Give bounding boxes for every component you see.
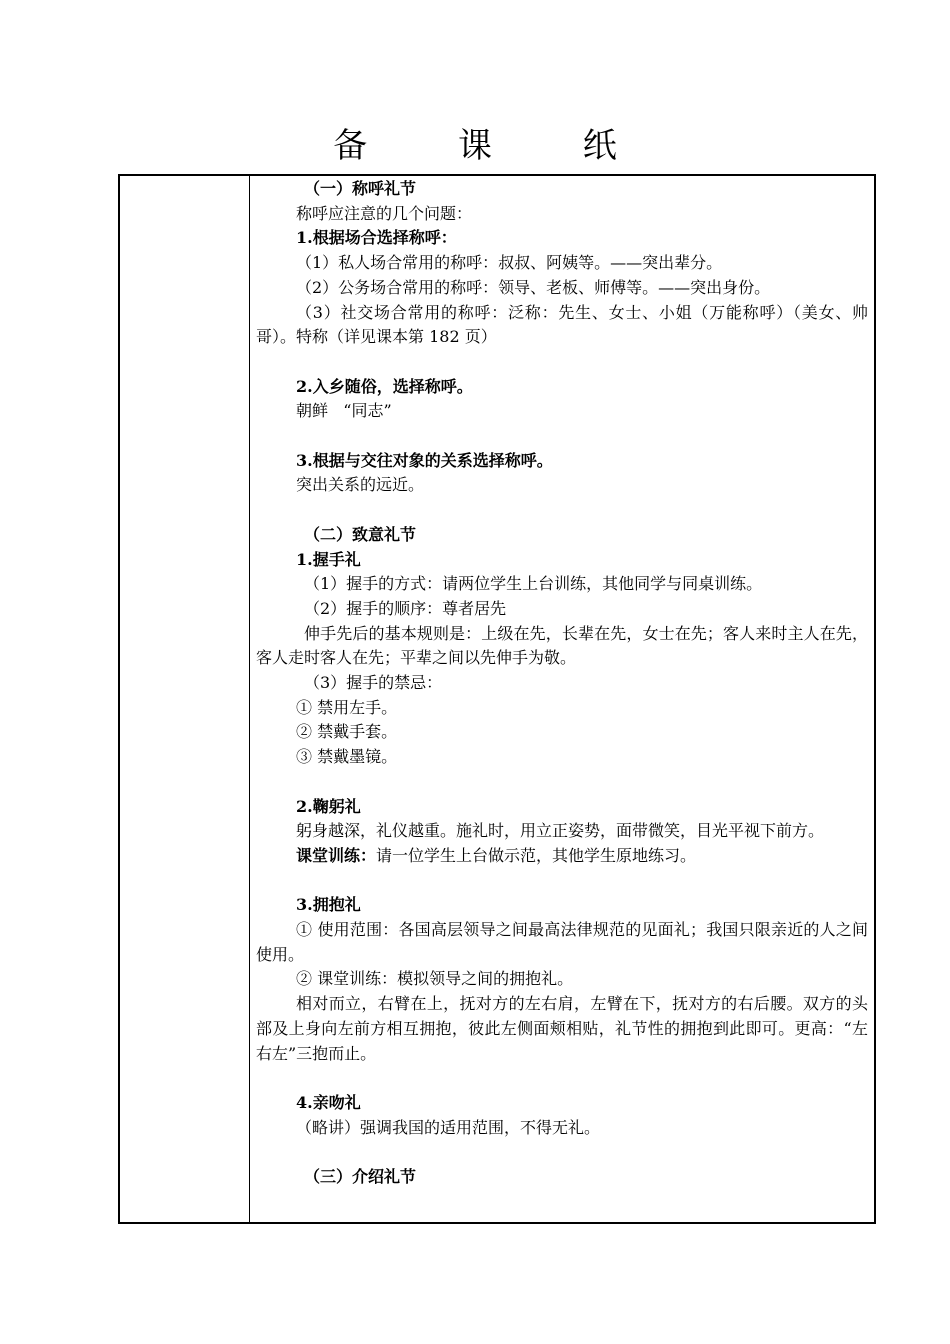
spacer [256,1066,868,1091]
lesson-plan-table [118,174,876,1224]
taboo-item: ① 禁用左手。 [296,697,398,717]
point-item: （2）公务场合常用的称呼：领导、老板、师傅等。——突出身份。 [296,277,771,297]
point-text: 相对而立，右臂在上，抚对方的左右肩，左臂在下，抚对方的右后腰。双方的头部及上身向左前方相互拥抱，彼此左侧面颊相贴，礼节性的拥抱到此即可。更高：“左右左”三抱而止。 [256,994,868,1063]
spacer [256,498,868,523]
spacer [256,424,868,449]
point-item: （2）握手的顺序：尊者居先 [304,598,507,618]
taboo-item: ③ 禁戴墨镜。 [296,747,398,767]
point-heading: 3.拥抱礼 [296,895,361,915]
point-item: （3）握手的禁忌： [304,673,443,693]
spacer [256,1140,868,1165]
spacer [256,869,868,894]
point-heading: 2.入乡随俗，选择称呼。 [296,376,473,396]
spacer [256,770,868,795]
point-heading: 2.鞠躬礼 [296,796,361,816]
lesson-content [256,177,868,1190]
point-heading: 4.亲吻礼 [296,1092,361,1112]
section-intro: 称呼应注意的几个问题： [296,203,473,223]
left-column [120,176,250,1222]
point-item: ② 课堂训练：模拟领导之间的拥抱礼。 [296,969,574,989]
training-text: 请一位学生上台做示范，其他学生原地练习。 [376,845,697,865]
classroom-training [256,844,868,869]
training-label: 课堂训练： [296,845,377,865]
spacer [256,350,868,375]
point-heading: 1.根据场合选择称呼： [296,228,457,248]
point-text: 躬身越深，礼仪越重。施礼时，用立正姿势，面带微笑，目光平视下前方。 [296,821,825,841]
point-text: 伸手先后的基本规则是：上级在先，长辈在先，女士在先；客人来时主人在先，客人走时客人在先；平辈之间以先伸手为敬。 [256,623,868,668]
point-item: （1）私人场合常用的称呼：叔叔、阿姨等。——突出辈分。 [296,253,723,273]
point-text: （略讲）强调我国的适用范围，不得无礼。 [296,1117,601,1137]
point-item: （3）社交场合常用的称呼：泛称：先生、女士、小姐（万能称呼）（美女、帅哥）。特称（详见课本第 182 页） [256,302,868,347]
point-item: （1）握手的方式：请两位学生上台训练，其他同学与同桌训练。 [304,574,763,594]
section-heading-3: （三）介绍礼节 [304,1167,417,1187]
point-heading: 1.握手礼 [296,549,361,569]
page-title: 备 课 纸 [333,126,657,166]
section-heading-1: （一）称呼礼节 [304,179,417,198]
point-text: 突出关系的远近。 [296,475,425,495]
point-text: 朝鲜 “同志” [296,401,392,421]
taboo-item: ② 禁戴手套。 [296,722,398,742]
point-item: ① 使用范围：各国高层领导之间最高法律规范的见面礼；我国只限亲近的人之间使用。 [256,920,868,964]
section-heading-2: （二）致意礼节 [304,524,417,544]
point-heading: 3.根据与交往对象的关系选择称呼。 [296,450,553,470]
